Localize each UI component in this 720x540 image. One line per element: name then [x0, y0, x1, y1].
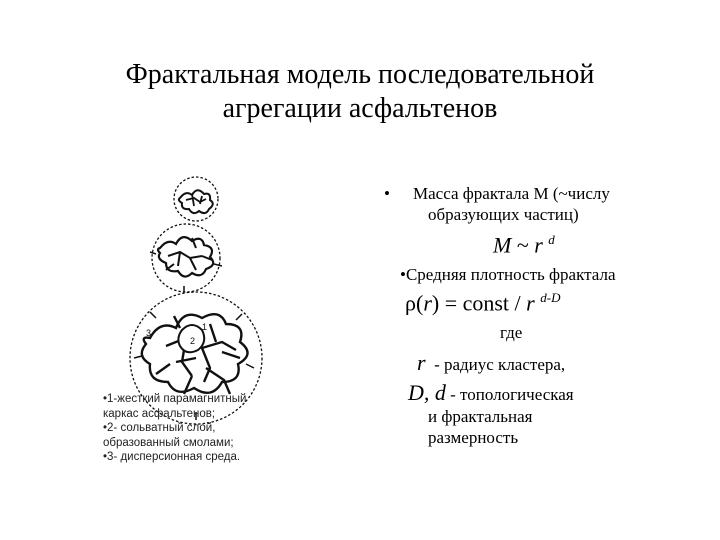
figure-legend — [103, 392, 246, 465]
density-exponent: d-D — [540, 290, 561, 305]
tilde-symbol: ~ — [516, 232, 529, 258]
radius-definition-text: - радиус кластера, — [434, 355, 566, 374]
radius-definition — [417, 350, 565, 376]
mass-symbol: М — [493, 232, 512, 258]
density-definition: •Средняя плотность фрактала — [400, 265, 616, 284]
dimension-symbols: D, d — [408, 380, 446, 405]
radius-symbol: r — [423, 290, 432, 316]
rho-symbol: ρ( — [405, 290, 424, 316]
legend-line: •2- сольватный слой, — [103, 422, 216, 434]
title-line-1: Фрактальная модель последовательной — [125, 59, 595, 90]
marker-3: 3 — [146, 328, 152, 338]
legend-line: образованный смолами; — [103, 436, 234, 449]
dimensions-definition — [408, 380, 574, 406]
dimensions-definition-line-2: и фрактальная — [428, 407, 533, 426]
bullet-marker: • — [384, 184, 390, 203]
marker-1: 1 — [202, 322, 208, 332]
density-formula — [405, 290, 560, 316]
medium-cluster — [150, 224, 222, 292]
small-cluster — [174, 177, 218, 221]
marker-2: 2 — [190, 336, 196, 346]
slide-title — [0, 58, 720, 126]
mass-definition-line-2: образующих частиц) — [428, 205, 579, 224]
mass-formula — [493, 232, 555, 258]
fractal-dimension-exponent: d — [548, 232, 555, 247]
radius-symbol: r — [534, 232, 543, 258]
where-label: где — [500, 323, 523, 342]
dimensions-definition-line-3: размерность — [428, 428, 519, 447]
legend-line: •3- дисперсионная среда. — [103, 451, 241, 463]
radius-symbol: r — [417, 350, 426, 375]
mass-definition-line-1: Масса фрактала М (~числу — [413, 184, 610, 203]
legend-line: •1-жесткий парамагнитный — [103, 393, 247, 405]
title-line-2: агрегации асфальтенов — [222, 93, 498, 124]
radius-symbol: r — [526, 290, 535, 316]
legend-line: каркас асфальтенов; — [103, 407, 216, 420]
dimensions-definition-text: - топологическая — [450, 385, 574, 404]
density-formula-rest: ) = const / — [431, 290, 527, 316]
